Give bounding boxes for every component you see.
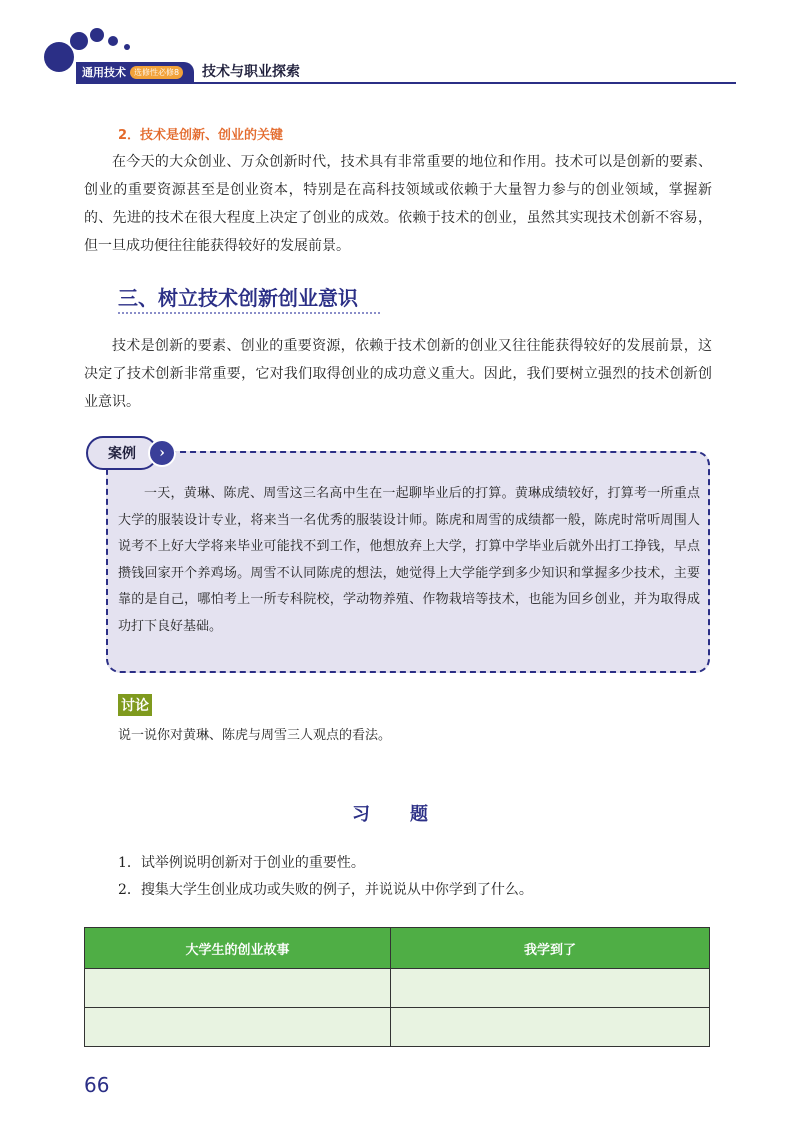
- header-series-tag: [76, 62, 194, 82]
- header-series: 通用技术: [82, 66, 126, 79]
- subsection-heading: 2．技术是创新、创业的关键: [118, 128, 284, 143]
- book-title: 技术与职业探索: [202, 64, 300, 80]
- exercise-table: [84, 927, 710, 1047]
- exercises-title: 习题: [352, 804, 468, 825]
- table-header-cell: 大学生的创业故事: [85, 928, 391, 969]
- page-number: 66: [84, 1073, 110, 1097]
- case-label-text: 案例: [108, 446, 136, 462]
- table-cell[interactable]: [391, 1008, 710, 1047]
- section-paragraph: 技术是创新的要素、创业的重要资源，依赖于技术创新的创业又往往能获得较好的发展前景，这决定了技术创新非常重要，它对我们取得创业的成功意义重大。因此，我们要树立强烈的技术创新创业意识。: [84, 338, 712, 410]
- table-header-cell: 我学到了: [391, 928, 710, 969]
- table-cell[interactable]: [85, 1008, 391, 1047]
- header-rule: [76, 82, 736, 84]
- subsection-paragraph: 在今天的大众创业、万众创新时代，技术具有非常重要的地位和作用。技术可以是创新的要素、创业的重要资源甚至是创业资本，特别是在高科技领域或依赖于大量智力参与的创业领域，掌握新的、先进的技术在很大程度上决定了创业的成效。依赖于技术的创业，虽然其实现技术创新不容易，但一旦成功便往往能获得较好的发展前景。: [84, 154, 712, 254]
- discussion-label: 讨论: [118, 694, 152, 716]
- header-badge: 选修性必修8: [130, 66, 183, 79]
- section-title-underline: [118, 312, 380, 314]
- table-cell[interactable]: [391, 969, 710, 1008]
- case-text: 一天，黄琳、陈虎、周雪这三名高中生在一起聊毕业后的打算。黄琳成绩较好，打算考一所重点大学的服装设计专业，将来当一名优秀的服装设计师。陈虎和周雪的成绩都一般，陈虎时常听周围人说考不上好大学将来毕业可能找不到工作，他想放弃上大学，打算中学毕业后就外出打工挣钱，早点攒钱回家开个养鸡场。周雪不认同陈虎的想法，她觉得上大学能学到多少知识和掌握多少技术，主要靠的是自己，哪怕考上一所专科院校，学动物养殖、作物栽培等技术，也能为回乡创业，并为取得成功打下良好基础。: [118, 486, 700, 634]
- table-cell[interactable]: [85, 969, 391, 1008]
- table-header-row: [85, 928, 710, 969]
- exercise-item: 2．搜集大学生创业成功或失败的例子，并说说从中你学到了什么。: [118, 882, 533, 898]
- chevron-right-icon: ›: [148, 439, 176, 467]
- section-title: 三、树立技术创新创业意识: [118, 286, 358, 310]
- table-row: [85, 969, 710, 1008]
- exercise-item: 1．试举例说明创新对于创业的重要性。: [118, 855, 365, 871]
- discussion-text: 说一说你对黄琳、陈虎与周雪三人观点的看法。: [118, 728, 392, 743]
- table-row: [85, 1008, 710, 1047]
